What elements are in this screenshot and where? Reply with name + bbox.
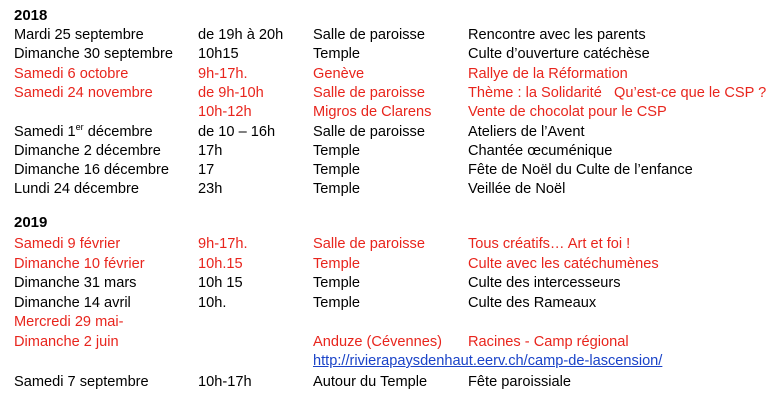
event-place: Temple xyxy=(313,162,361,179)
event-title: Thème : la Solidarité Qu’est-ce que le CSP ? xyxy=(468,84,767,101)
event-time: 10h-12h xyxy=(198,104,252,121)
event-row-highlighted xyxy=(0,333,769,352)
event-row xyxy=(0,45,769,64)
event-row xyxy=(0,142,769,161)
event-title: Fête paroissiale xyxy=(468,373,572,390)
event-time: 17h xyxy=(198,142,223,159)
event-row xyxy=(0,274,769,293)
event-time: 10h-17h xyxy=(198,373,252,390)
event-time: de 10 – 16h xyxy=(198,123,276,140)
event-row-highlighted xyxy=(0,255,769,274)
event-title: Culte avec les catéchumènes xyxy=(468,255,659,272)
event-title: Culte d’ouverture catéchèse xyxy=(468,46,650,63)
event-date xyxy=(14,123,153,142)
event-date: Dimanche 10 février xyxy=(14,255,145,272)
event-date: Dimanche 2 juin xyxy=(14,333,119,350)
event-time: 10h15 xyxy=(198,46,239,63)
event-date: Dimanche 30 septembre xyxy=(14,46,173,63)
event-date: Samedi 9 février xyxy=(14,236,121,252)
event-date: Dimanche 16 décembre xyxy=(14,162,169,179)
event-row-highlighted xyxy=(0,313,769,332)
event-place: Temple xyxy=(313,142,361,159)
event-row-highlighted xyxy=(0,103,769,122)
event-title: Chantée œcuménique xyxy=(468,142,613,159)
event-title: Racines - Camp régional xyxy=(468,333,629,350)
event-title: Veillée de Noël xyxy=(468,181,566,198)
event-place: Migros de Clarens xyxy=(313,104,432,121)
event-time: de 19h à 20h xyxy=(198,27,284,43)
event-time: de 9h-10h xyxy=(198,84,264,101)
event-date-rest: décembre xyxy=(83,123,153,140)
event-place: Autour du Temple xyxy=(313,373,428,390)
event-date-ordinal: er xyxy=(75,121,84,132)
event-time: 23h xyxy=(198,181,223,198)
event-date: Dimanche 31 mars xyxy=(14,275,137,291)
camp-link[interactable]: http://rivierapaysdenhaut.eerv.ch/camp-de-lascension/ xyxy=(313,353,663,369)
year-heading-2018: 2018 xyxy=(14,7,48,24)
event-row xyxy=(0,123,769,142)
event-place: Salle de paroisse xyxy=(313,123,425,140)
event-title: Ateliers de l’Avent xyxy=(468,123,585,140)
event-place: Temple xyxy=(313,181,361,198)
event-date: Dimanche 2 décembre xyxy=(14,142,161,159)
event-date: Lundi 24 décembre xyxy=(14,181,139,198)
event-row xyxy=(0,294,769,313)
event-title: Rallye de la Réformation xyxy=(468,65,628,82)
event-place: Salle de paroisse xyxy=(313,27,425,43)
event-row-highlighted xyxy=(0,65,769,84)
event-place: Temple xyxy=(313,255,361,272)
event-date: Samedi 24 novembre xyxy=(14,84,153,101)
year-heading-2019: 2019 xyxy=(14,214,48,231)
event-row-highlighted xyxy=(0,84,769,103)
event-place: Salle de paroisse xyxy=(313,236,425,252)
event-date: Samedi 6 octobre xyxy=(14,65,129,82)
event-place: Temple xyxy=(313,294,361,311)
event-time: 17 xyxy=(198,162,215,179)
event-title: Fête de Noël du Culte de l’enfance xyxy=(468,162,693,179)
event-time: 10h. xyxy=(198,294,227,311)
event-row-highlighted xyxy=(0,235,769,254)
event-time: 9h-17h. xyxy=(198,65,248,82)
event-place: Salle de paroisse xyxy=(313,84,425,101)
event-row xyxy=(0,180,769,199)
event-date: Mercredi 29 mai- xyxy=(14,314,124,330)
event-row xyxy=(0,161,769,180)
event-date: Mardi 25 septembre xyxy=(14,27,144,43)
event-title: Rencontre avec les parents xyxy=(468,27,646,43)
event-place: Temple xyxy=(313,46,361,63)
event-title: Culte des intercesseurs xyxy=(468,275,621,291)
event-place: Anduze (Cévennes) xyxy=(313,333,442,350)
event-date: Dimanche 14 avril xyxy=(14,294,131,311)
event-place: Temple xyxy=(313,275,361,291)
event-row xyxy=(0,26,769,45)
event-date-main: Samedi 1 xyxy=(14,123,76,140)
event-title: Vente de chocolat pour le CSP xyxy=(468,104,667,121)
event-time: 10h.15 xyxy=(198,255,243,272)
event-title: Tous créatifs… Art et foi ! xyxy=(468,236,631,252)
event-title: Culte des Rameaux xyxy=(468,294,597,311)
event-time: 10h 15 xyxy=(198,275,243,291)
event-row xyxy=(0,373,769,392)
event-place: Genève xyxy=(313,65,365,82)
event-date: Samedi 7 septembre xyxy=(14,373,149,390)
event-time: 9h-17h. xyxy=(198,236,248,252)
